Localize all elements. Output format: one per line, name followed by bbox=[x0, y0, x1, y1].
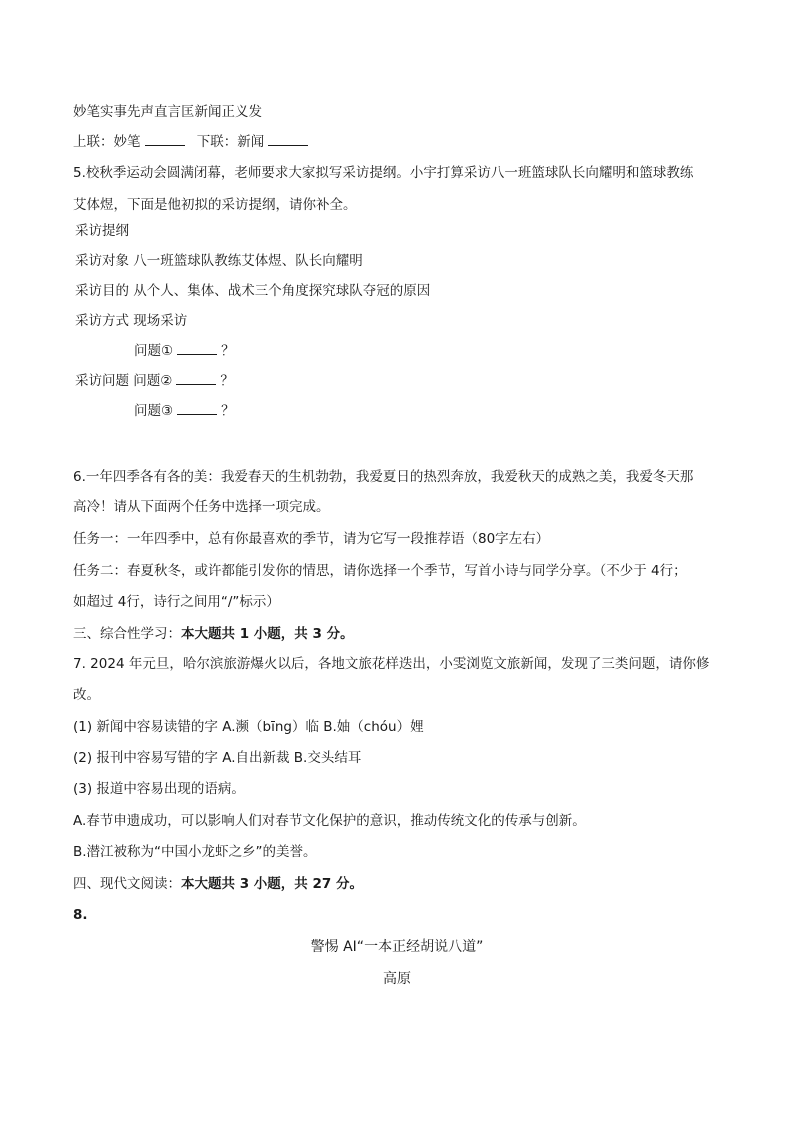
q8-number: 8. bbox=[73, 907, 88, 923]
q6-task1: 任务一：一年四季中，总有你最喜欢的季节，请为它写一段推荐语（80字左右） bbox=[73, 531, 550, 547]
upper-couplet-blank[interactable] bbox=[145, 133, 185, 146]
question-1-blank[interactable] bbox=[177, 342, 217, 355]
outline-target: 采访对象 八一班篮球队教练艾体煜、队长向耀明 bbox=[75, 253, 363, 269]
section-4-info: 本大题共 3 小题，共 27 分。 bbox=[181, 876, 363, 892]
question-1-label: 问题① bbox=[134, 343, 174, 359]
q6-task2-line2: 如超过 4行，诗行之间用“/”标示） bbox=[73, 594, 280, 610]
q7-stem-line2: 改。 bbox=[73, 687, 100, 703]
q7-sentence-a: A.春节申遗成功，可以影响人们对春节文化保护的意识，推动传统文化的传承与创新。 bbox=[73, 813, 586, 829]
question-3-blank[interactable] bbox=[177, 402, 217, 415]
outline-question-2 bbox=[75, 372, 234, 390]
q7-item-3: (3) 报道中容易出现的语病。 bbox=[73, 781, 245, 797]
q5-stem-line1: 5.校秋季运动会圆满闭幕，老师要求大家拟写采访提纲。小宇打算采访八一班篮球队长向耀明和篮球教练 bbox=[73, 165, 694, 181]
section-3-prefix: 三、综合性学习： bbox=[73, 626, 181, 642]
section-4-prefix: 四、现代文阅读： bbox=[73, 876, 181, 892]
outline-question-3 bbox=[134, 402, 235, 420]
couplet-answer-line bbox=[73, 133, 312, 151]
questions-label: 采访问题 bbox=[75, 373, 129, 389]
article-title: 警惕 AI“一本正经胡说八道” bbox=[310, 939, 484, 955]
question-2-label: 问题② bbox=[133, 373, 173, 389]
q6-task2-line1: 任务二：春夏秋冬，或许都能引发你的情思，请你选择一个季节，写首小诗与同学分享。（不少于 4行； bbox=[73, 563, 687, 579]
outline-purpose: 采访目的 从个人、集体、战术三个角度探究球队夺冠的原因 bbox=[75, 283, 431, 299]
section-4-heading bbox=[73, 875, 363, 893]
outline-method: 采访方式 现场采访 bbox=[75, 313, 188, 329]
q7-stem-line1: 7. 2024 年元旦，哈尔滨旅游爆火以后，各地文旅花样迭出，小雯浏览文旅新闻，发现了三类问题，请你修 bbox=[73, 656, 710, 672]
question-3-qmark: ？ bbox=[221, 403, 235, 419]
outline-title: 采访提纲 bbox=[75, 223, 129, 239]
article-author: 高原 bbox=[383, 971, 411, 987]
couplet-chars: 妙笔实事先声直言匡新闻正义发 bbox=[73, 104, 262, 120]
q7-item-1: (1) 新闻中容易读错的字 A.濒（bīng）临 B.妯（chóu）娌 bbox=[73, 719, 424, 735]
q7-sentence-b: B.潜江被称为“中国小龙虾之乡”的美誉。 bbox=[73, 844, 317, 860]
q6-stem-line2: 高冷！请从下面两个任务中选择一项完成。 bbox=[73, 499, 330, 515]
question-1-qmark: ？ bbox=[221, 343, 235, 359]
question-2-blank[interactable] bbox=[176, 372, 216, 385]
upper-couplet-label: 上联：妙笔 bbox=[73, 134, 141, 150]
question-2-qmark: ？ bbox=[220, 373, 234, 389]
section-3-heading bbox=[73, 625, 354, 643]
q6-stem-line1: 6.一年四季各有各的美：我爱春天的生机勃勃，我爱夏日的热烈奔放，我爱秋天的成熟之美，我爱冬天那 bbox=[73, 469, 694, 485]
q7-item-2: (2) 报刊中容易写错的字 A.自出新裁 B.交头结耳 bbox=[73, 750, 362, 766]
outline-question-1 bbox=[134, 342, 235, 360]
lower-couplet-blank[interactable] bbox=[268, 133, 308, 146]
lower-couplet-label: 下联：新闻 bbox=[196, 134, 265, 150]
section-3-info: 本大题共 1 小题，共 3 分。 bbox=[181, 626, 354, 642]
question-3-label: 问题③ bbox=[134, 403, 174, 419]
q5-stem-line2: 艾体煜，下面是他初拟的采访提纲，请你补全。 bbox=[73, 197, 357, 213]
